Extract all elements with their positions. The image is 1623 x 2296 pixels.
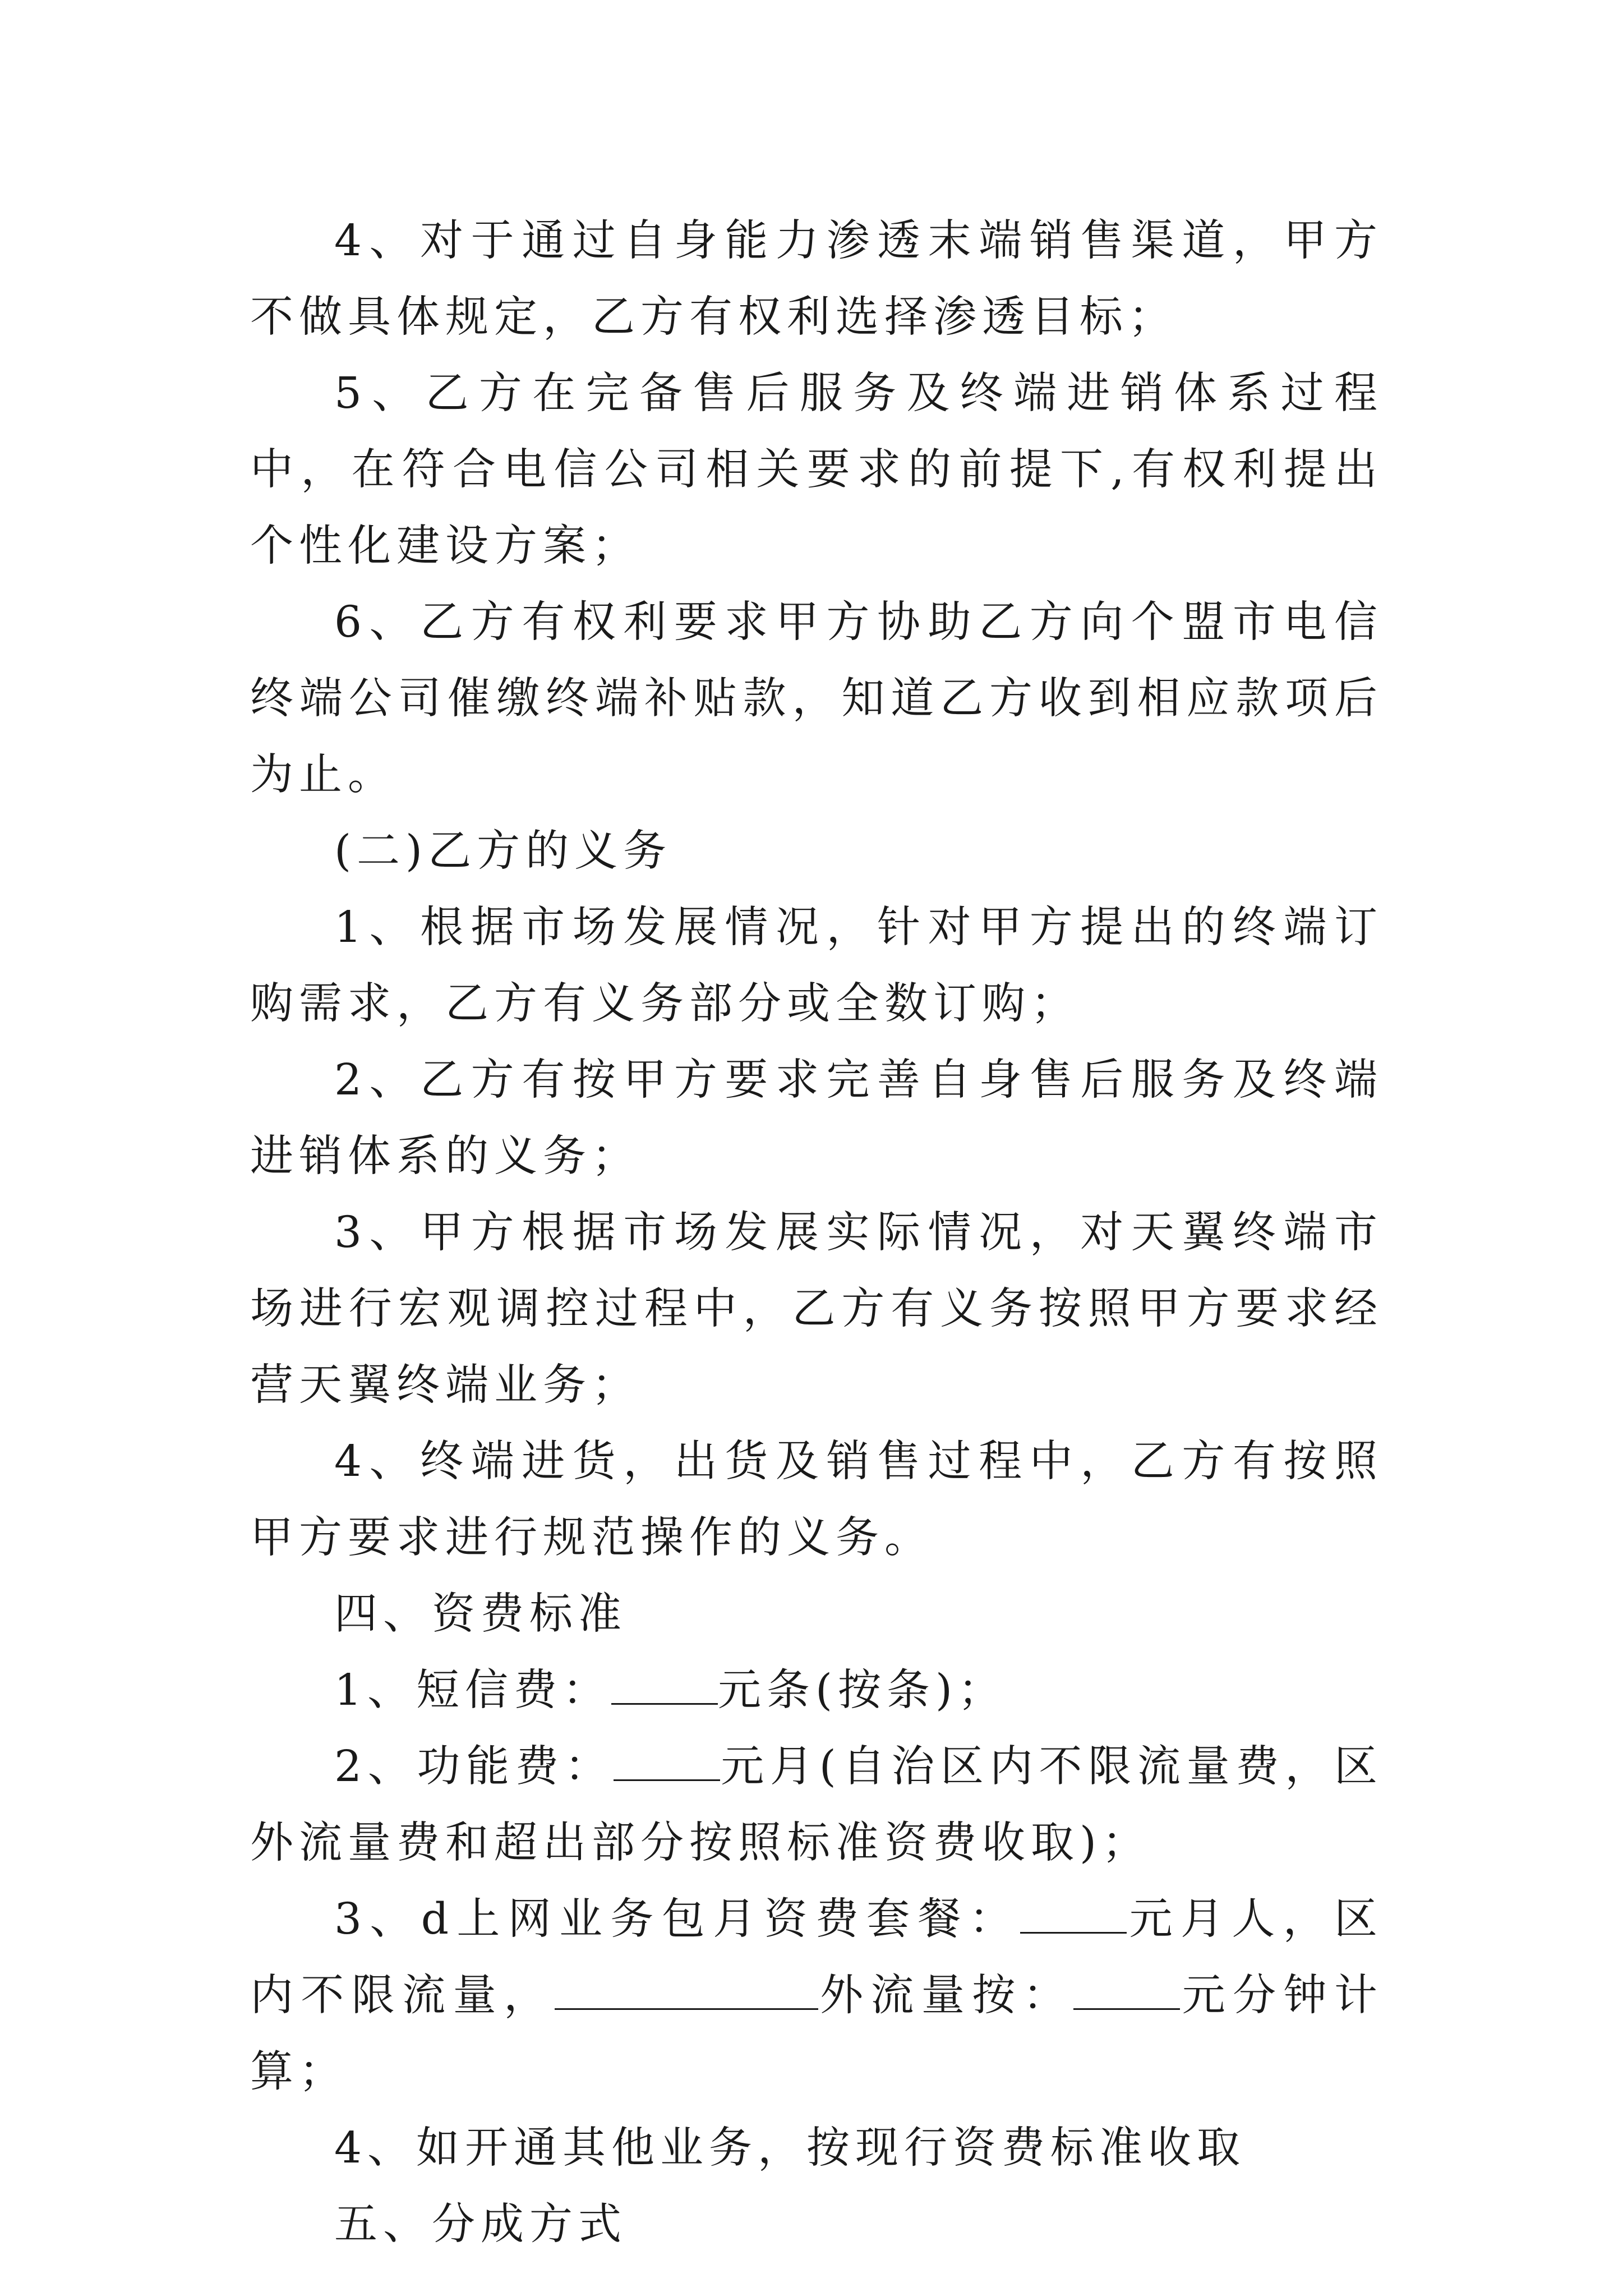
fee-item-3-suffix: 元分钟计算； (250, 1971, 1383, 2097)
document-body (250, 203, 1383, 2263)
fill-blank (555, 1973, 818, 2010)
fill-blank (1073, 1973, 1180, 2010)
right-item-4: 4、对于通过自身能力渗透末端销售渠道，甲方不做具体规定，乙方有权利选择渗透目标； (250, 216, 1383, 342)
section-heading-fees: 四、资费标准 (334, 1589, 627, 1639)
fill-blank (614, 1745, 720, 1781)
right-item-5: 5、乙方在完备售后服务及终端进销体系过程中，在符合电信公司相关要求的前提下,有权利提出个性化建设方案； (250, 369, 1383, 571)
fee-item-3-mid1: 元月人，区内不限流量， (250, 1894, 1384, 2021)
right-item-6: 6、乙方有权利要求甲方协助乙方向个盟市电信终端公司催缴终端补贴款，知道乙方收到相应款项后为止。 (250, 597, 1383, 800)
fee-item-1-prefix: 1、短信费： (334, 1665, 611, 1715)
fee-item-2 (250, 1729, 1383, 1881)
fee-item-3-mid2: 外流量按： (818, 1971, 1074, 2021)
fee-item-1 (250, 1653, 1383, 1729)
fill-blank (611, 1668, 718, 1705)
duty-item-1: 1、根据市场发展情况，针对甲方提出的终端订购需求，乙方有义务部分或全数订购； (250, 903, 1383, 1029)
fill-blank (1020, 1897, 1127, 1934)
fee-item-2-prefix: 2、功能费： (334, 1742, 614, 1792)
duty-item-3: 3、甲方根据市场发展实际情况，对天翼终端市场进行宏观调控过程中，乙方有义务按照甲方要求经营天翼终端业务； (250, 1208, 1383, 1410)
fee-item-3-prefix: 3、d上网业务包月资费套餐： (334, 1894, 1021, 1944)
fee-item-1-suffix: 元条(按条)； (718, 1665, 1007, 1715)
duty-item-4: 4、终端进货，出货及销售过程中，乙方有按照甲方要求进行规范操作的义务。 (250, 1437, 1383, 1563)
section-heading-obligations: (二)乙方的义务 (334, 826, 672, 876)
section-heading-share: 五、分成方式 (334, 2200, 627, 2249)
fee-item-4: 4、如开通其他业务，按现行资费标准收取 (334, 2123, 1246, 2173)
duty-item-2: 2、乙方有按甲方要求完善自身售后服务及终端进销体系的义务； (250, 1055, 1383, 1181)
fee-item-3 (250, 1881, 1383, 2110)
fee-item-2-suffix: 元月(自治区内不限流量费，区外流量费和超出部分按照标准资费收取)； (250, 1742, 1383, 1868)
